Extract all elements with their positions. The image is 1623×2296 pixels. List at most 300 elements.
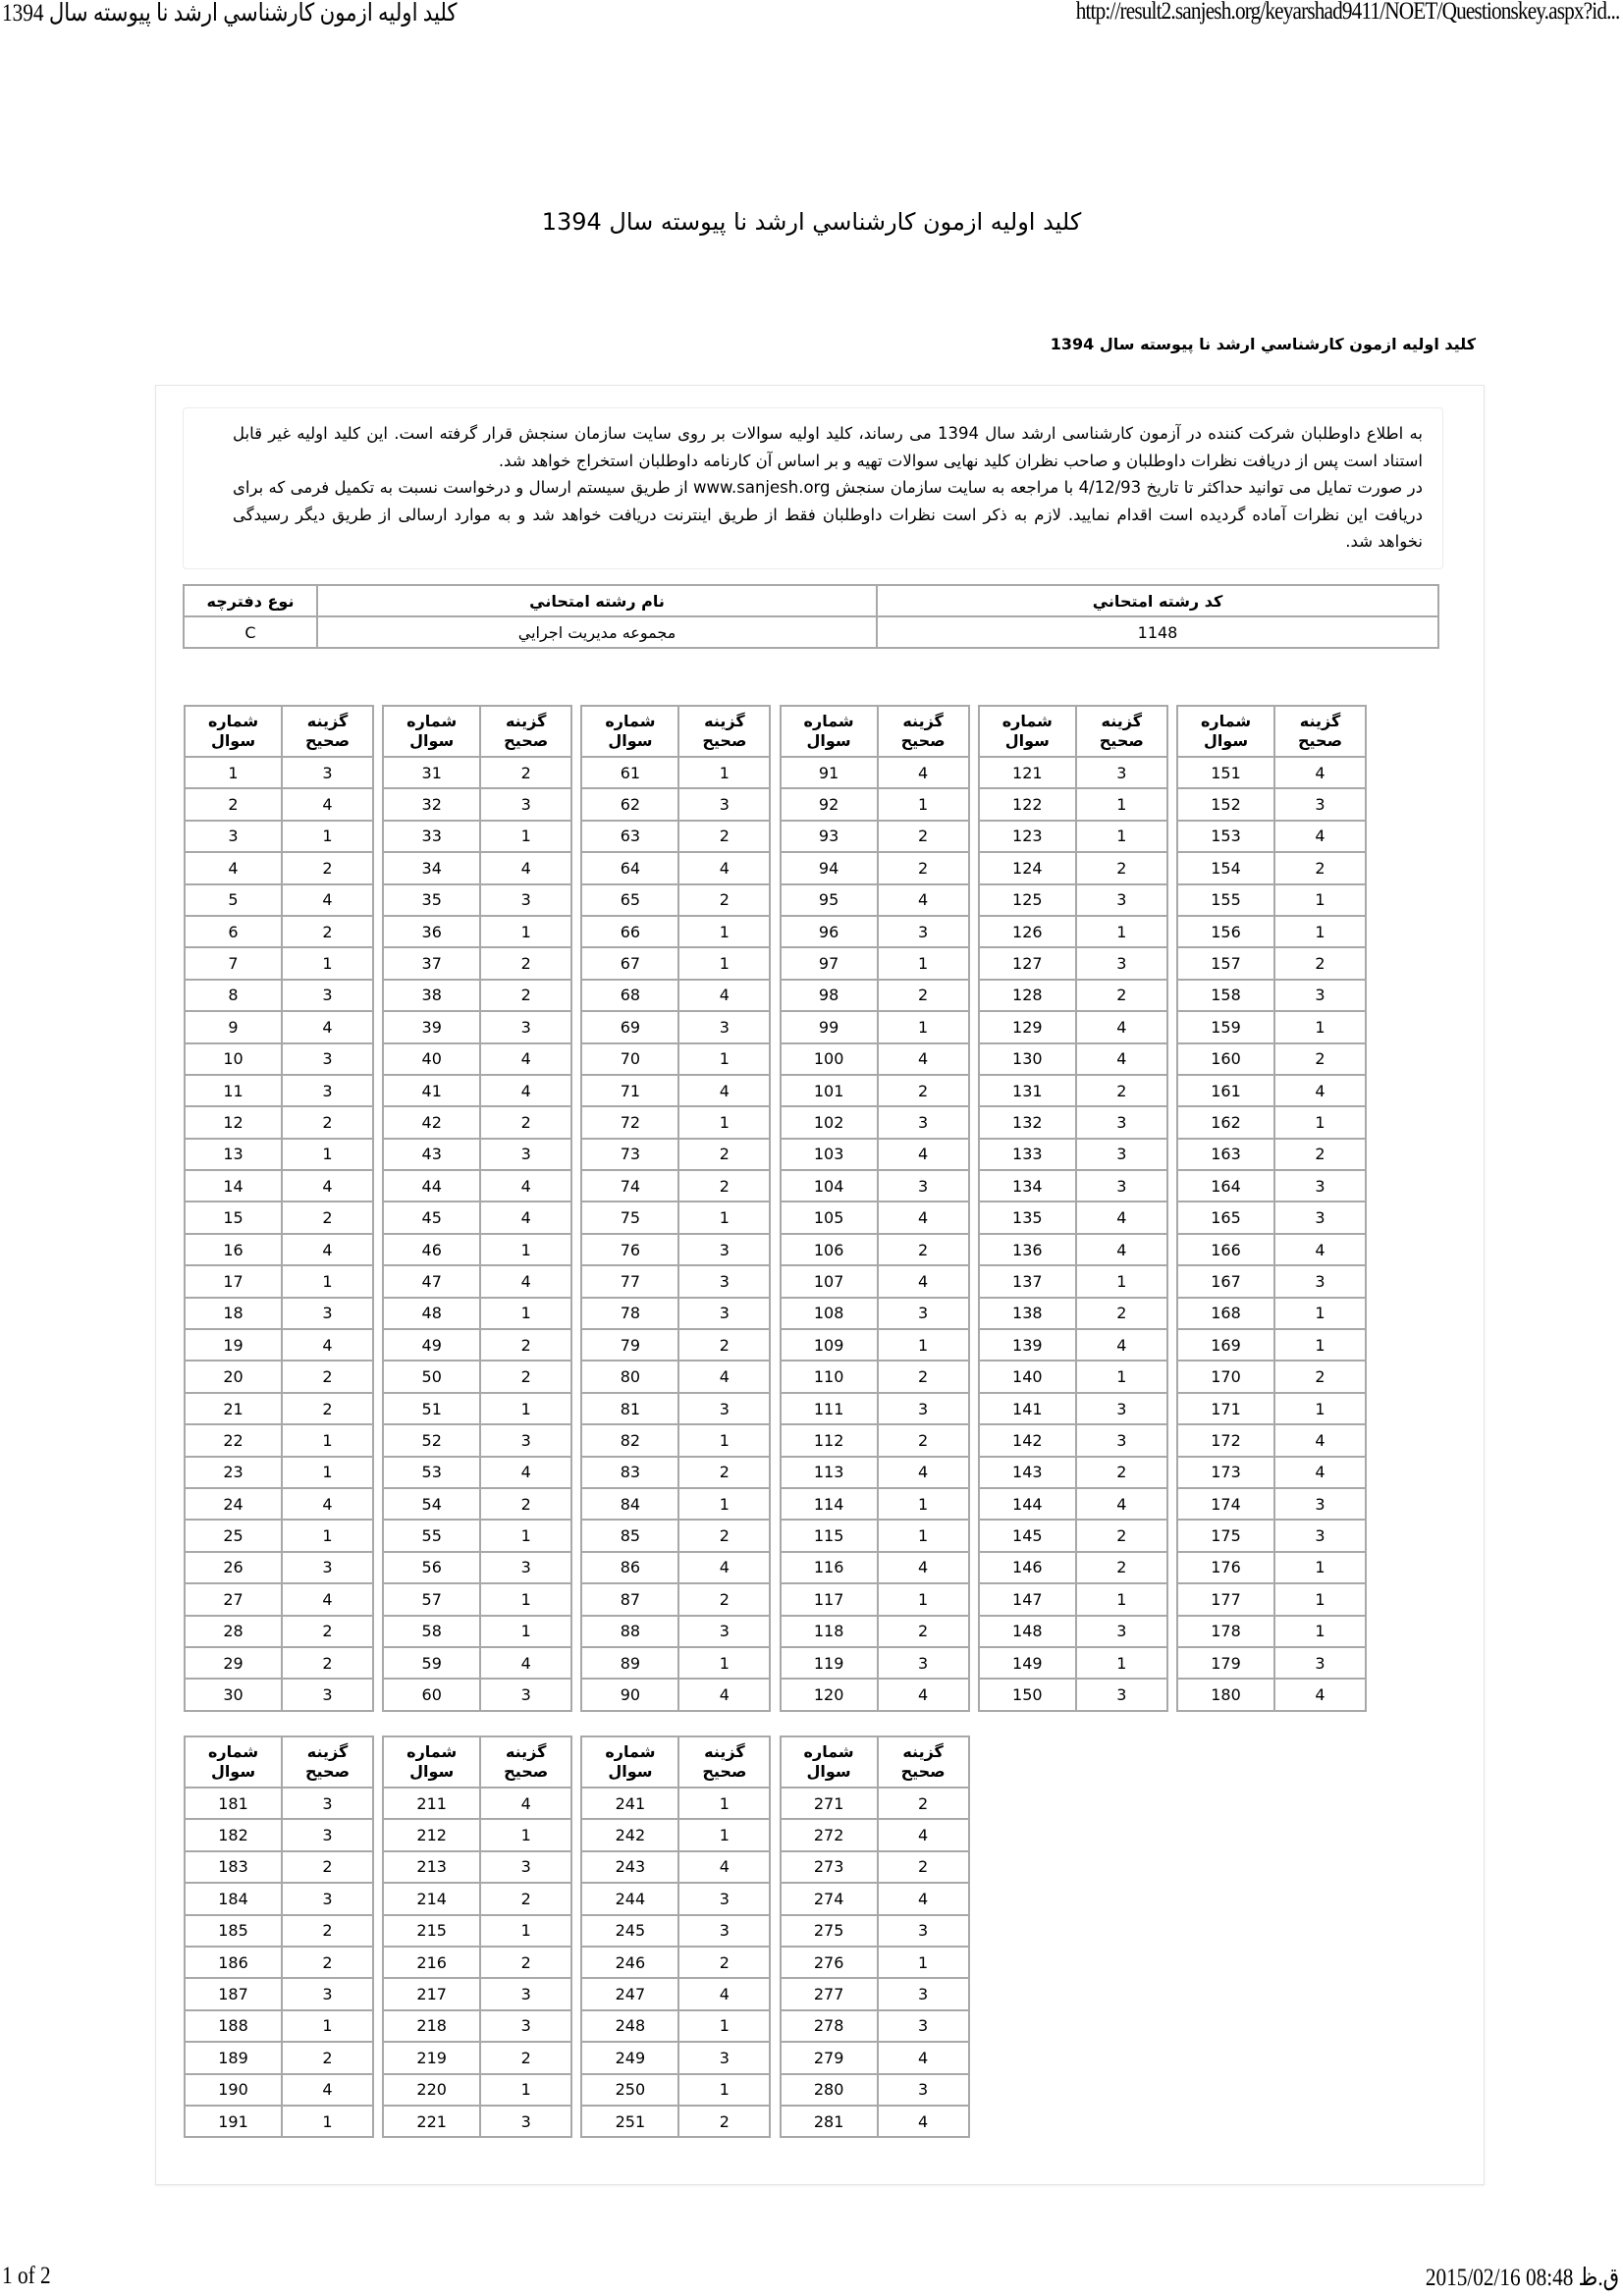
table-row: [383, 1011, 571, 1042]
table-row: [185, 884, 373, 916]
question-number: 139: [979, 1329, 1076, 1361]
table-row: [581, 757, 770, 788]
print-header-title: كليد اوليه ازمون كارشناسي ارشد نا پيوسته سال 1394: [2, 0, 458, 27]
correct-option: 1: [1076, 916, 1167, 947]
question-number: 142: [979, 1424, 1076, 1456]
table-row: [781, 1139, 969, 1170]
notice-box: [183, 407, 1443, 569]
correct-option: 1: [480, 1234, 571, 1265]
table-row: [1177, 1043, 1366, 1075]
correct-option: 3: [678, 1393, 770, 1424]
table-row: [781, 852, 969, 883]
question-number: 180: [1177, 1679, 1274, 1710]
question-number: 71: [581, 1075, 678, 1106]
correct-option: 1: [1274, 1298, 1366, 1329]
table-row: [1177, 1265, 1366, 1297]
question-number: 219: [383, 2042, 480, 2073]
table-row: [1177, 1011, 1366, 1042]
content-panel: [155, 385, 1485, 2185]
question-number: 64: [581, 852, 678, 883]
correct-option: 3: [480, 1978, 571, 2009]
question-number-header: شماره سوال: [581, 1736, 678, 1788]
question-number: 94: [781, 852, 878, 883]
question-number: 131: [979, 1075, 1076, 1106]
correct-option: 1: [678, 1488, 770, 1520]
correct-option: 1: [1274, 1329, 1366, 1361]
table-row: [383, 1978, 571, 2009]
correct-option: 3: [1076, 1679, 1167, 1710]
question-number: 103: [781, 1139, 878, 1170]
question-number: 78: [581, 1298, 678, 1329]
question-number: 280: [781, 2074, 878, 2106]
question-number: 164: [1177, 1170, 1274, 1201]
question-number: 21: [185, 1393, 282, 1424]
table-row: [581, 1075, 770, 1106]
question-number-header: شماره سوال: [581, 706, 678, 757]
question-number: 111: [781, 1393, 878, 1424]
correct-option-header: گزينه صحيح: [282, 1736, 373, 1788]
table-row: [581, 1329, 770, 1361]
question-number: 39: [383, 1011, 480, 1042]
table-row: [979, 1393, 1167, 1424]
table-row: [383, 852, 571, 883]
correct-option: 3: [480, 2106, 571, 2137]
table-row: [781, 980, 969, 1011]
question-number: 20: [185, 1361, 282, 1392]
question-number: 110: [781, 1361, 878, 1392]
question-number: 158: [1177, 980, 1274, 1011]
question-number: 31: [383, 757, 480, 788]
table-row: [383, 2074, 571, 2106]
correct-option: 2: [878, 1851, 969, 1883]
correct-option: 2: [878, 1234, 969, 1265]
question-number: 140: [979, 1361, 1076, 1392]
table-row: [979, 1234, 1167, 1265]
question-number: 22: [185, 1424, 282, 1456]
table-row: [979, 1106, 1167, 1138]
correct-option: 4: [878, 2042, 969, 2073]
question-number: 127: [979, 947, 1076, 979]
question-number: 93: [781, 821, 878, 852]
correct-option: 2: [1076, 1552, 1167, 1583]
correct-option: 3: [678, 1915, 770, 1947]
correct-option: 1: [678, 1201, 770, 1233]
correct-option: 4: [878, 2106, 969, 2137]
question-number: 104: [781, 1170, 878, 1201]
table-row: [1177, 757, 1366, 788]
question-number: 179: [1177, 1647, 1274, 1679]
question-number: 274: [781, 1883, 878, 1914]
correct-option: 3: [1076, 884, 1167, 916]
exam-info-table: [183, 584, 1439, 649]
question-number: 19: [185, 1329, 282, 1361]
answer-key-header-row: [185, 1736, 373, 1788]
question-number: 122: [979, 788, 1076, 820]
table-row: [581, 884, 770, 916]
correct-option: 2: [480, 980, 571, 1011]
correct-option: 2: [1274, 852, 1366, 883]
table-row: [185, 1915, 373, 1947]
answer-key-table: [780, 1735, 970, 2138]
question-number: 161: [1177, 1075, 1274, 1106]
table-row: [781, 947, 969, 979]
table-row: [581, 1457, 770, 1488]
question-number: 148: [979, 1616, 1076, 1647]
table-row: [383, 1265, 571, 1297]
question-number: 167: [1177, 1265, 1274, 1297]
print-header: [0, 0, 1623, 29]
correct-option: 3: [282, 1298, 373, 1329]
correct-option: 2: [878, 1616, 969, 1647]
question-number: 170: [1177, 1361, 1274, 1392]
question-number: 169: [1177, 1329, 1274, 1361]
question-number: 89: [581, 1647, 678, 1679]
correct-option: 4: [878, 1883, 969, 1914]
table-row: [979, 1043, 1167, 1075]
correct-option: 3: [878, 2010, 969, 2042]
table-row: [979, 1552, 1167, 1583]
table-row: [1177, 1329, 1366, 1361]
correct-option: 1: [480, 1298, 571, 1329]
correct-option: 2: [1274, 1043, 1366, 1075]
question-number: 138: [979, 1298, 1076, 1329]
table-row: [1177, 1106, 1366, 1138]
question-number: 178: [1177, 1616, 1274, 1647]
question-number: 160: [1177, 1043, 1274, 1075]
table-row: [185, 1883, 373, 1914]
question-number-header: شماره سوال: [185, 706, 282, 757]
correct-option: 2: [1076, 1298, 1167, 1329]
question-number: 157: [1177, 947, 1274, 979]
table-row: [979, 1201, 1167, 1233]
correct-option: 2: [678, 1520, 770, 1551]
answer-key-table: [382, 1735, 572, 2138]
question-number: 191: [185, 2106, 282, 2137]
table-row: [185, 1978, 373, 2009]
table-row: [1177, 788, 1366, 820]
correct-option: 3: [1274, 1265, 1366, 1297]
question-number: 11: [185, 1075, 282, 1106]
table-row: [581, 2106, 770, 2137]
question-number: 213: [383, 1851, 480, 1883]
table-row: [979, 1075, 1167, 1106]
table-row: [781, 2042, 969, 2073]
correct-option: 2: [282, 1915, 373, 1947]
table-row: [781, 1488, 969, 1520]
correct-option: 1: [480, 1915, 571, 1947]
correct-option: 1: [678, 2074, 770, 2106]
table-row: [383, 1075, 571, 1106]
correct-option: 3: [282, 1043, 373, 1075]
question-number: 98: [781, 980, 878, 1011]
table-row: [581, 1488, 770, 1520]
correct-option: 3: [282, 980, 373, 1011]
table-row: [781, 1329, 969, 1361]
question-number: 159: [1177, 1011, 1274, 1042]
correct-option: 4: [678, 1851, 770, 1883]
table-row: [781, 1011, 969, 1042]
question-number: 15: [185, 1201, 282, 1233]
question-number: 248: [581, 2010, 678, 2042]
correct-option: 3: [878, 1915, 969, 1947]
question-number: 128: [979, 980, 1076, 1011]
question-number: 114: [781, 1488, 878, 1520]
table-row: [979, 1139, 1167, 1170]
correct-option: 1: [282, 1457, 373, 1488]
correct-option: 4: [878, 1265, 969, 1297]
table-row: [581, 1679, 770, 1710]
question-number: 28: [185, 1616, 282, 1647]
correct-option: 3: [678, 1883, 770, 1914]
question-number: 102: [781, 1106, 878, 1138]
table-row: [383, 1552, 571, 1583]
table-row: [979, 1424, 1167, 1456]
table-row: [581, 1647, 770, 1679]
correct-option: 1: [1076, 821, 1167, 852]
table-row: [781, 1043, 969, 1075]
table-row: [185, 1011, 373, 1042]
correct-option: 3: [878, 1393, 969, 1424]
table-row: [1177, 1552, 1366, 1583]
correct-option: 1: [1274, 1393, 1366, 1424]
question-number: 272: [781, 1819, 878, 1850]
table-row: [185, 980, 373, 1011]
correct-option: 4: [1274, 1424, 1366, 1456]
question-number: 118: [781, 1616, 878, 1647]
question-number: 96: [781, 916, 878, 947]
table-row: [581, 980, 770, 1011]
correct-option: 3: [878, 1170, 969, 1201]
question-number: 79: [581, 1329, 678, 1361]
question-number: 144: [979, 1488, 1076, 1520]
question-number: 25: [185, 1520, 282, 1551]
question-number: 149: [979, 1647, 1076, 1679]
question-number: 68: [581, 980, 678, 1011]
correct-option: 4: [878, 1043, 969, 1075]
question-number: 186: [185, 1947, 282, 1978]
question-number: 75: [581, 1201, 678, 1233]
table-row: [1177, 852, 1366, 883]
table-row: [383, 1616, 571, 1647]
table-row: [781, 1298, 969, 1329]
question-number-header: شماره سوال: [185, 1736, 282, 1788]
correct-option: 1: [1274, 1011, 1366, 1042]
question-number: 126: [979, 916, 1076, 947]
table-row: [185, 1393, 373, 1424]
table-row: [383, 1234, 571, 1265]
table-row: [781, 1201, 969, 1233]
question-number: 90: [581, 1679, 678, 1710]
table-row: [781, 1819, 969, 1850]
question-number: 97: [781, 947, 878, 979]
correct-option: 1: [282, 2106, 373, 2137]
question-number: 166: [1177, 1234, 1274, 1265]
table-row: [383, 1424, 571, 1456]
section-title: كليد اوليه ازمون كارشناسي ارشد نا پيوسته سال 1394: [1050, 335, 1476, 353]
question-number: 188: [185, 2010, 282, 2042]
question-number: 124: [979, 852, 1076, 883]
question-number: 245: [581, 1915, 678, 1947]
table-row: [979, 1170, 1167, 1201]
booklet-type-value: C: [184, 616, 317, 648]
correct-option: 1: [480, 916, 571, 947]
correct-option: 4: [282, 1488, 373, 1520]
correct-option: 3: [282, 1819, 373, 1850]
question-number: 6: [185, 916, 282, 947]
table-row: [581, 1106, 770, 1138]
correct-option: 4: [282, 884, 373, 916]
question-number: 115: [781, 1520, 878, 1551]
question-number: 69: [581, 1011, 678, 1042]
question-number: 10: [185, 1043, 282, 1075]
answer-key-header-row: [383, 706, 571, 757]
question-number: 108: [781, 1298, 878, 1329]
table-row: [979, 788, 1167, 820]
table-row: [781, 2074, 969, 2106]
print-header-url: http://result2.sanjesh.org/keyarshad9411/NOET/Questionskey.aspx?id...: [1075, 0, 1619, 25]
correct-option: 2: [678, 884, 770, 916]
correct-option: 3: [1076, 757, 1167, 788]
question-number: 119: [781, 1647, 878, 1679]
table-row: [185, 2074, 373, 2106]
table-row: [781, 821, 969, 852]
print-footer: [0, 2263, 1623, 2296]
correct-option: 2: [878, 1788, 969, 1819]
exam-code-value: 1148: [877, 616, 1438, 648]
table-row: [1177, 1457, 1366, 1488]
table-row: [383, 1139, 571, 1170]
question-number: 81: [581, 1393, 678, 1424]
correct-option: 2: [878, 980, 969, 1011]
question-number: 80: [581, 1361, 678, 1392]
table-row: [383, 1915, 571, 1947]
correct-option: 2: [1076, 980, 1167, 1011]
question-number: 13: [185, 1139, 282, 1170]
table-row: [979, 947, 1167, 979]
question-number: 147: [979, 1583, 1076, 1615]
table-row: [1177, 1679, 1366, 1710]
question-number: 95: [781, 884, 878, 916]
exam-name-value: مجموعه مديريت اجرايي: [317, 616, 877, 648]
question-number: 249: [581, 2042, 678, 2073]
correct-option: 4: [480, 1201, 571, 1233]
question-number: 85: [581, 1520, 678, 1551]
table-row: [383, 1947, 571, 1978]
table-row: [781, 1978, 969, 2009]
question-number: 45: [383, 1201, 480, 1233]
table-row: [581, 788, 770, 820]
question-number: 113: [781, 1457, 878, 1488]
correct-option: 3: [1076, 1424, 1167, 1456]
table-row: [781, 1265, 969, 1297]
correct-option: 4: [678, 1978, 770, 2009]
correct-option: 3: [480, 1424, 571, 1456]
correct-option: 4: [282, 1011, 373, 1042]
question-number: 172: [1177, 1424, 1274, 1456]
table-row: [185, 1424, 373, 1456]
answer-key-table: [580, 705, 771, 1712]
question-number: 50: [383, 1361, 480, 1392]
question-number: 247: [581, 1978, 678, 2009]
table-row: [581, 1424, 770, 1456]
table-row: [185, 916, 373, 947]
question-number: 29: [185, 1647, 282, 1679]
table-row: [1177, 1647, 1366, 1679]
correct-option: 3: [678, 2042, 770, 2073]
table-row: [979, 821, 1167, 852]
correct-option: 2: [480, 1361, 571, 1392]
table-row: [185, 1616, 373, 1647]
question-number: 137: [979, 1265, 1076, 1297]
correct-option: 1: [878, 947, 969, 979]
table-row: [383, 1520, 571, 1551]
correct-option: 2: [1076, 1520, 1167, 1551]
question-number: 1: [185, 757, 282, 788]
correct-option: 4: [1274, 1075, 1366, 1106]
question-number: 88: [581, 1616, 678, 1647]
question-number: 175: [1177, 1520, 1274, 1551]
question-number: 56: [383, 1552, 480, 1583]
question-number: 279: [781, 2042, 878, 2073]
table-row: [383, 947, 571, 979]
correct-option: 2: [282, 1393, 373, 1424]
correct-option: 4: [1076, 1201, 1167, 1233]
correct-option: 2: [480, 1329, 571, 1361]
table-row: [185, 1788, 373, 1819]
answer-key-header-row: [581, 1736, 770, 1788]
answer-key-table: [580, 1735, 771, 2138]
question-number: 215: [383, 1915, 480, 1947]
correct-option: 4: [878, 884, 969, 916]
question-number: 8: [185, 980, 282, 1011]
question-number: 77: [581, 1265, 678, 1297]
table-row: [383, 788, 571, 820]
correct-option: 2: [282, 1616, 373, 1647]
correct-option: 2: [878, 1361, 969, 1392]
question-number: 67: [581, 947, 678, 979]
question-number: 125: [979, 884, 1076, 916]
question-number: 278: [781, 2010, 878, 2042]
correct-option: 3: [282, 1978, 373, 2009]
correct-option: 2: [282, 1106, 373, 1138]
table-row: [979, 1488, 1167, 1520]
correct-option: 1: [878, 1520, 969, 1551]
table-row: [979, 852, 1167, 883]
table-row: [581, 1851, 770, 1883]
question-number: 216: [383, 1947, 480, 1978]
table-row: [781, 1552, 969, 1583]
answer-key-header-row: [581, 706, 770, 757]
question-number: 123: [979, 821, 1076, 852]
question-number: 141: [979, 1393, 1076, 1424]
correct-option: 1: [678, 1788, 770, 1819]
correct-option-header: گزينه صحيح: [678, 706, 770, 757]
table-row: [1177, 1488, 1366, 1520]
table-row: [185, 1488, 373, 1520]
table-row: [1177, 1170, 1366, 1201]
question-number: 120: [781, 1679, 878, 1710]
correct-option: 2: [480, 1947, 571, 1978]
correct-option: 1: [282, 1520, 373, 1551]
table-row: [383, 1488, 571, 1520]
table-row: [185, 2106, 373, 2137]
table-row: [383, 821, 571, 852]
table-row: [1177, 1361, 1366, 1392]
correct-option: 2: [1274, 947, 1366, 979]
question-number: 214: [383, 1883, 480, 1914]
table-row: [979, 1361, 1167, 1392]
question-number: 162: [1177, 1106, 1274, 1138]
